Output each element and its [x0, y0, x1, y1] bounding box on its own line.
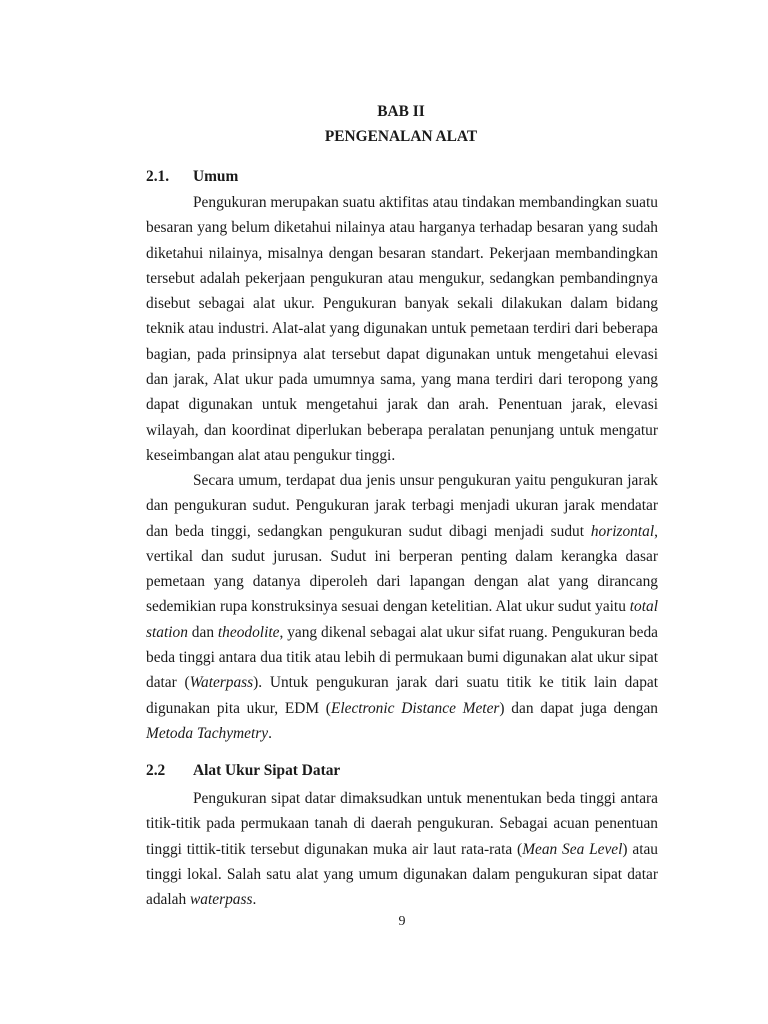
chapter-title: PENGENALAN ALAT: [324, 128, 478, 145]
italic-term: horizontal: [590, 522, 655, 540]
paragraph: [146, 786, 658, 912]
text-run: .: [268, 724, 272, 742]
section-title: Alat Ukur Sipat Datar: [193, 762, 341, 779]
text-run: dan: [187, 623, 218, 641]
text-run: ) dan dapat juga dengan: [499, 699, 659, 717]
italic-term: waterpass: [190, 891, 253, 909]
italic-term: Mean Sea Level: [522, 840, 623, 858]
text-run: Pengukuran merupakan suatu aktifitas atau tindakan membandingkan suatu besaran yang belum diketahui nilainya atau harganya terhadap besaran yang sudah diketahui nilainya, misalnya dengan besaran standart. Pekerjaan membandingkan tersebut adalah pekerjaan pengukuran atau mengukur, sedangkan pembandingnya disebut sebagai alat ukur. Pengukuran banyak sekali dilakukan dalam bidang teknik atau industri. Alat-alat yang digunakan untuk pemetaan terdiri dari beberapa bagian, pada prinsipnya alat tersebut dapat digunakan untuk mengetahui elevasi dan jarak, Alat ukur pada umumnya sama, yang mana terdiri dari teropong yang dapat digunakan untuk mengetahui jarak dan arah. Penentuan jarak, elevasi wilayah, dan koordinat diperlukan beberapa peralatan penunjang untuk mengatur keseimbangan alat atau pengukur tinggi.: [146, 194, 658, 464]
italic-term: Metoda Tachymetry: [146, 724, 269, 742]
section-number: 2.1.: [146, 168, 170, 185]
page-number: 9: [398, 914, 406, 929]
text-run: ) atau tinggi lokal. Salah satu alat yang umum digunakan dalam pengukuran sipat datar adalah: [146, 840, 658, 909]
text-run: , vertikal dan sudut jurusan. Sudut ini berperan penting dalam kerangka dasar pemetaan yang datanya diperoleh dari lapangan dengan alat yang dirancang sedemikian rupa konstruksinya sesuai dengan ketelitian. Alat ukur sudut yaitu: [146, 522, 658, 616]
italic-term: Waterpass: [189, 674, 254, 692]
section-heading: [146, 168, 666, 186]
italic-term: theodolite: [217, 623, 280, 641]
section-number: 2.2: [146, 762, 166, 779]
text-run: ). Untuk pengukuran jarak dari suatu titik ke titik lain dapat digunakan pita ukur, EDM (: [146, 674, 658, 717]
text-run: Pengukuran sipat datar dimaksudkan untuk menentukan beda tinggi antara titik-titik pada permukaan tanah di daerah pengukuran. Sebagai acuan penentuan tinggi tittik-titik tersebut digunakan muka air laut rata-rata (: [146, 790, 658, 858]
paragraph: [146, 468, 658, 746]
italic-term: Electronic Distance Meter: [330, 699, 500, 717]
section-heading: [146, 762, 666, 780]
text-run: Secara umum, terdapat dua jenis unsur pengukuran yaitu pengukuran jarak dan pengukuran sudut. Pengukuran jarak terbagi menjadi ukuran jarak mendatar dan beda tinggi, sedangkan pengukuran sudut dibagi menjadi sudut: [146, 472, 658, 540]
chapter-number: BAB II: [377, 103, 425, 120]
text-run: , yang dikenal sebagai alat ukur sifat ruang. Pengukuran beda beda tinggi antara dua titik atau lebih di permukaan bumi digunakan alat ukur sipat datar (: [146, 623, 659, 692]
paragraph: [146, 190, 658, 468]
text-run: .: [252, 891, 257, 909]
italic-term: total station: [146, 598, 658, 641]
section-title: Umum: [193, 168, 239, 185]
